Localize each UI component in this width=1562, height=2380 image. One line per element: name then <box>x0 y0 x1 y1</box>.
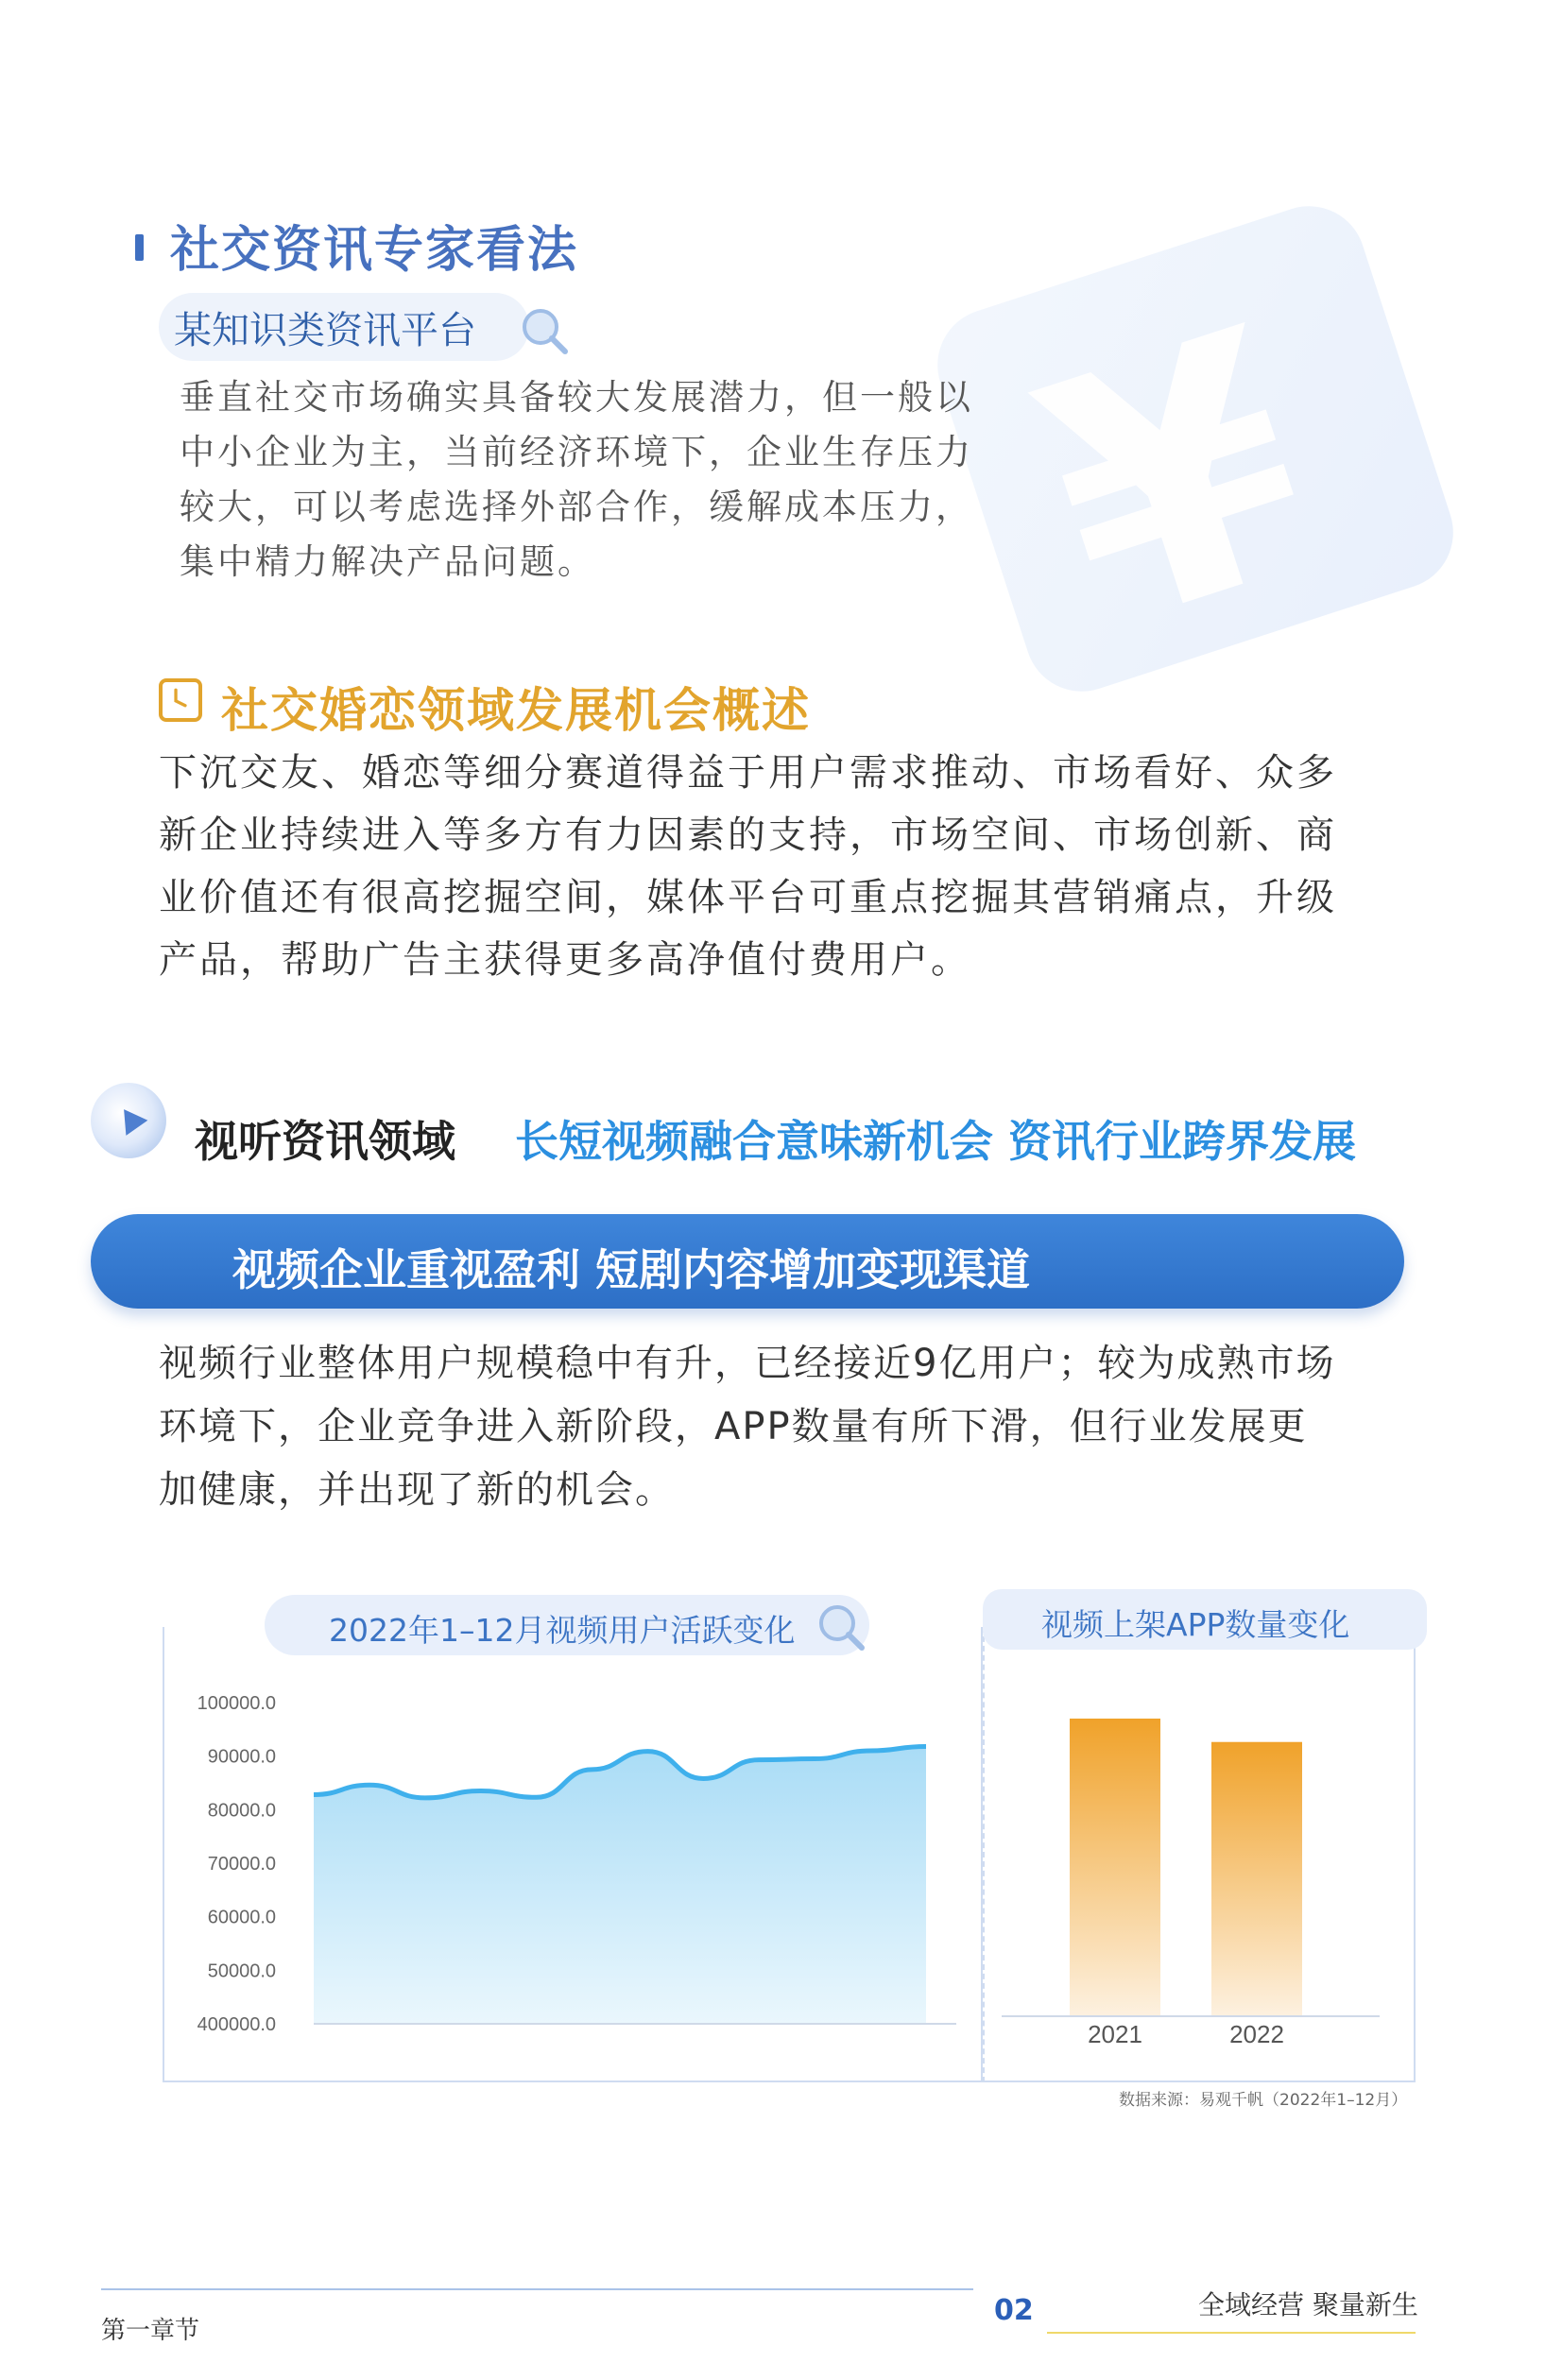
chart2-title: 视频上架APP数量变化 <box>1041 1606 1350 1643</box>
paragraph-line: 加健康，并出现了新的机会。 <box>159 1468 675 1512</box>
footer-slogan: 全域经营 聚量新生 <box>1198 2289 1418 2320</box>
y-tick-label: 80000.0 <box>207 1800 276 1822</box>
section3-subtitle: 长短视频融合意味新机会 资讯行业跨界发展 <box>515 1116 1357 1167</box>
y-tick-label: 60000.0 <box>207 1907 276 1928</box>
section1-title: 社交资讯专家看法 <box>170 222 579 279</box>
section1-subtitle: 某知识类资讯平台 <box>174 309 476 352</box>
y-tick-label: 50000.0 <box>207 1961 276 1982</box>
section3-paragraph <box>159 1332 1425 1522</box>
section-marker <box>135 234 144 261</box>
footer-divider-accent <box>1047 2332 1416 2334</box>
footer-divider <box>101 2288 973 2290</box>
section2-title: 社交婚恋领域发展机会概述 <box>221 683 811 738</box>
y-tick-label: 70000.0 <box>207 1854 276 1875</box>
x-tick-label: 2022 <box>1229 2020 1284 2048</box>
x-tick-label: 2021 <box>1088 2020 1142 2048</box>
footer-chapter: 第一章节 <box>101 2317 200 2345</box>
page-number: 02 <box>994 2294 1034 2327</box>
paragraph-line: 中小企业为主，当前经济环境下，企业生存压力 <box>180 432 973 472</box>
bar-2022 <box>1211 1742 1302 2016</box>
yen-icon: ¥ <box>1003 256 1350 707</box>
banner-text: 视频企业重视盈利 短剧内容增加变现渠道 <box>232 1244 1031 1295</box>
paragraph-line: 下沉交友、婚恋等细分赛道得益于用户需求推动、市场看好、众多 <box>159 751 1337 795</box>
area-chart <box>163 1653 979 2050</box>
search-icon <box>518 304 573 359</box>
paragraph-line: 业价值还有很高挖掘空间，媒体平台可重点挖掘其营销痛点，升级 <box>159 876 1337 919</box>
data-source: 数据来源：易观千帆（2022年1–12月） <box>1119 2091 1408 2110</box>
paragraph-line: 集中精力解决产品问题。 <box>180 541 595 582</box>
clock-icon <box>159 678 202 722</box>
bar-chart <box>983 1653 1417 2050</box>
paragraph-line: 新企业持续进入等多方有力因素的支持，市场空间、市场创新、商 <box>159 813 1337 857</box>
paragraph-line: 视频行业整体用户规模稳中有升，已经接近9亿用户；较为成熟市场 <box>159 1342 1336 1385</box>
y-tick-label: 400000.0 <box>197 2014 276 2035</box>
section2-paragraph <box>159 742 1425 991</box>
paragraph-line: 较大，可以考虑选择外部合作，缓解成本压力， <box>180 487 973 527</box>
bar-2021 <box>1070 1719 1160 2016</box>
y-tick-label: 90000.0 <box>207 1746 276 1768</box>
paragraph-line: 环境下，企业竞争进入新阶段，APP数量有所下滑，但行业发展更 <box>159 1405 1308 1448</box>
y-tick-label: 100000.0 <box>197 1693 276 1714</box>
paragraph-line: 垂直社交市场确实具备较大发展潜力，但一般以 <box>180 377 973 418</box>
paragraph-line: 产品，帮助广告主获得更多高净值付费用户。 <box>159 938 971 982</box>
search-icon <box>815 1601 869 1655</box>
section1-paragraph <box>180 370 1030 590</box>
chart1-title: 2022年1–12月视频用户活跃变化 <box>329 1612 796 1649</box>
series-area <box>314 1746 926 2024</box>
section3-title: 视听资讯领域 <box>195 1116 455 1167</box>
